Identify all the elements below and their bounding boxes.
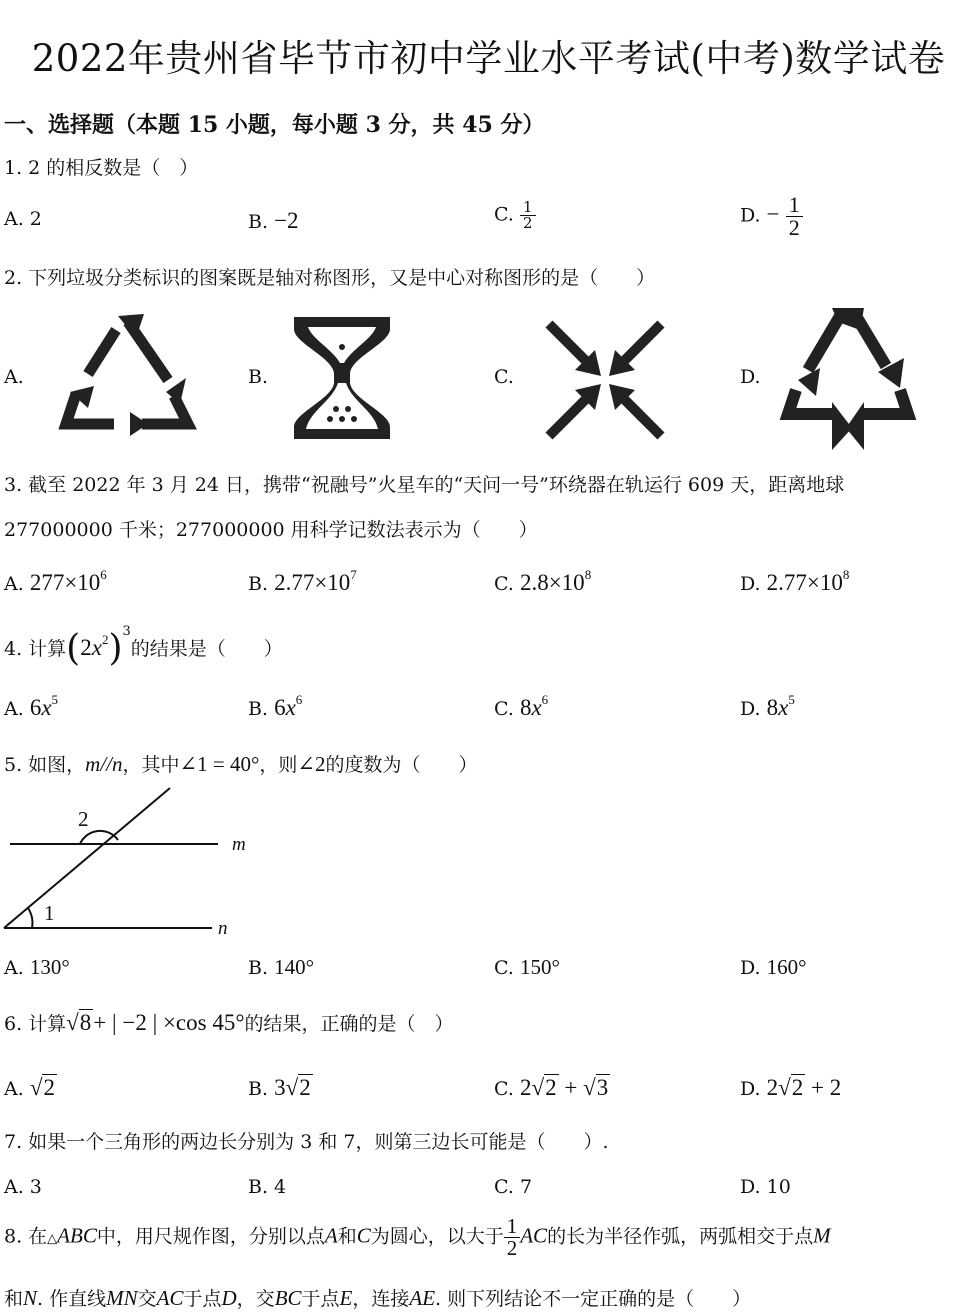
q1-option-c-label: C. <box>494 203 514 226</box>
q5-option-a-value: 130° <box>29 955 70 979</box>
q5-option-b-label: B. <box>248 957 269 979</box>
q7-option-a: A. 3 <box>4 1176 42 1198</box>
coef: 8 <box>519 695 532 720</box>
q5-option-d-value: 160° <box>766 955 807 979</box>
q4-option-d-value <box>766 692 795 720</box>
question-3-stem-line-1: 3. 截至 2022 年 3 月 24 日，携带“祝融号”火星车的“天问一号”环绕器在轨运行 609 天，距离地球 <box>4 474 845 496</box>
var: x <box>285 695 296 720</box>
q3-option-c <box>494 567 592 596</box>
q6-option-c-value <box>520 1075 610 1100</box>
text: 于点 <box>183 1288 222 1310</box>
exponent: 5 <box>51 692 59 707</box>
q6-option-d-label: D. <box>740 1078 761 1100</box>
q1-option-d-sign: − <box>766 201 780 227</box>
q4-option-d <box>740 692 795 721</box>
q1-option-c <box>494 200 536 231</box>
q3-option-c-label: C. <box>494 573 514 595</box>
radical-sign: √ <box>583 1075 596 1100</box>
q6-stem-suffix: 的结果，正确的是（ ） <box>244 1013 454 1035</box>
fraction-numerator: 1 <box>788 192 800 217</box>
q5-option-c-value: 150° <box>519 955 560 979</box>
q7-option-c: C. 7 <box>494 1176 533 1198</box>
coef: 3 <box>274 1075 286 1100</box>
q6-option-b <box>248 1074 313 1101</box>
q5-option-b-value: 140° <box>274 955 314 979</box>
radicand: 2 <box>545 1075 557 1100</box>
label-angle-2: 2 <box>78 807 89 831</box>
q6-option-b-value <box>274 1075 313 1100</box>
coef: 2 <box>766 1075 779 1100</box>
q3-option-d-label: D. <box>740 573 761 595</box>
half-fraction <box>504 1216 521 1259</box>
text: ，连接 <box>352 1288 410 1310</box>
q4-outer-exp: 3 <box>122 624 131 639</box>
q4-option-a <box>4 692 59 721</box>
q4-option-c <box>494 692 549 721</box>
q3-option-b <box>248 567 357 596</box>
var-a: A <box>324 1223 338 1248</box>
q4-stem-prefix: 4. 计算 <box>4 638 67 660</box>
q4-option-a-label: A. <box>4 698 24 720</box>
q5-parallel: m//n <box>85 752 123 776</box>
sci-base: 277×10 <box>29 570 101 595</box>
q3-option-a <box>4 567 107 596</box>
question-4-stem <box>4 624 283 669</box>
parallel-lines-diagram <box>0 782 270 942</box>
q5-option-b <box>248 955 314 980</box>
text: 的长为半径作弧，两弧相交于点 <box>547 1225 814 1248</box>
label-angle-1: 1 <box>44 901 55 925</box>
exponent: 6 <box>541 692 549 707</box>
label-n: n <box>218 918 228 939</box>
question-2-stem: 2. 下列垃圾分类标识的图案既是轴对称图形，又是中心对称图形的是（ ） <box>4 267 656 289</box>
fraction-denominator: 2 <box>504 1237 521 1259</box>
q1-option-d-fraction <box>786 194 803 239</box>
q1-option-d <box>740 194 803 239</box>
q1-option-b-value: −2 <box>274 208 299 233</box>
var-ac: AC <box>520 1223 548 1248</box>
q3-option-d <box>740 567 850 596</box>
q4-inner-coef: 2 <box>80 635 92 660</box>
q5-option-a <box>4 955 70 980</box>
q3-option-b-value <box>274 567 357 595</box>
q5-option-a-label: A. <box>4 957 24 979</box>
q4-option-c-label: C. <box>494 698 514 720</box>
page-title: 2022年贵州省毕节市初中学业水平考试(中考)数学试卷 <box>31 37 946 80</box>
q1-option-a: A. 2 <box>4 208 42 230</box>
q6-option-a-label: A. <box>4 1078 24 1100</box>
exponent: 6 <box>295 692 303 707</box>
q1-option-d-label: D. <box>740 204 761 227</box>
q5-option-d-label: D. <box>740 957 761 979</box>
plus: + <box>564 1075 578 1100</box>
q6-expr-rest: + | −2 | ×cos 45° <box>93 1010 245 1035</box>
q3-option-a-label: A. <box>4 573 24 595</box>
radicand: 8 <box>79 1010 92 1035</box>
q4-inner-expression <box>80 632 109 660</box>
q1-option-b-label: B. <box>248 211 269 233</box>
q5-option-c <box>494 955 560 980</box>
var-mn: MN <box>106 1286 138 1310</box>
var-ae: AE <box>409 1286 436 1310</box>
q5-stem-prefix: 5. 如图， <box>4 754 86 776</box>
coef: 8 <box>766 695 779 720</box>
coef: 6 <box>274 695 286 720</box>
radicand: 2 <box>43 1075 55 1100</box>
question-8-stem-line-1 <box>4 1216 974 1259</box>
q5-stem-suffix: 的度数为（ ） <box>325 754 478 776</box>
fraction-numerator: 1 <box>506 1216 518 1238</box>
section-heading: 一、选择题（本题 15 小题，每小题 3 分，共 45 分） <box>4 112 545 138</box>
sci-base: 2.77×10 <box>274 570 351 595</box>
var-abc: ABC <box>57 1223 97 1248</box>
q5-angle-1: ∠1 = 40° <box>179 752 260 776</box>
radical-sign: √ <box>531 1075 545 1100</box>
recycle-triangle-icon <box>58 312 198 442</box>
q4-option-d-label: D. <box>740 698 761 720</box>
sci-exponent: 7 <box>350 567 357 582</box>
q6-option-b-label: B. <box>248 1078 269 1100</box>
recycle-triangle-icon <box>782 308 914 452</box>
fraction-numerator: 1 <box>522 198 533 216</box>
q6-option-c-label: C. <box>494 1078 514 1100</box>
coef: 2 <box>519 1075 532 1100</box>
fraction-denominator: 2 <box>786 216 803 239</box>
hourglass-icon <box>292 313 392 443</box>
sci-exponent: 8 <box>584 567 592 582</box>
four-arrows-icon <box>543 318 667 442</box>
q1-option-c-fraction <box>520 200 536 231</box>
question-7-stem: 7. 如果一个三角形的两边长分别为 3 和 7，则第三边长可能是（ ）. <box>4 1131 609 1153</box>
var-ac: AC <box>156 1286 184 1310</box>
q6-option-a <box>4 1074 57 1101</box>
plus-two: + 2 <box>811 1075 842 1100</box>
question-5-stem <box>4 750 478 777</box>
q2-option-d-label: D. <box>740 366 761 388</box>
q5-stem-mid2: ，则 <box>259 754 298 776</box>
q7-option-b: B. 4 <box>248 1176 287 1198</box>
q2-option-c-label: C. <box>494 366 514 388</box>
angle-1-arc <box>28 908 32 928</box>
q4-option-a-value <box>29 692 59 720</box>
q4-option-c-value <box>519 692 549 720</box>
q6-option-d <box>740 1074 841 1101</box>
q4-option-b-value <box>274 692 303 720</box>
radicand: 2 <box>791 1075 804 1100</box>
var-c: C <box>356 1223 371 1248</box>
sci-exponent: 8 <box>842 567 850 582</box>
text: 交 <box>137 1288 157 1310</box>
q1-option-b <box>248 208 299 234</box>
triangle-symbol: △ <box>47 1231 58 1247</box>
var: x <box>778 695 789 720</box>
q4-inner-exp: 2 <box>101 632 109 647</box>
question-6-stem <box>4 1009 454 1036</box>
q4-inner-var: x <box>91 635 102 660</box>
fraction-denominator: 2 <box>520 215 536 231</box>
q6-option-d-value <box>767 1075 842 1100</box>
var-m: M <box>813 1223 831 1248</box>
right-paren: ) <box>108 628 123 669</box>
coef: 6 <box>29 695 42 720</box>
text: 和 <box>4 1288 24 1310</box>
radical-sign: √ <box>29 1075 43 1100</box>
exponent: 5 <box>788 692 795 707</box>
text: 为圆心，以大于 <box>370 1225 504 1248</box>
q5-angle-2: ∠2 <box>297 752 326 776</box>
q6-option-a-value <box>30 1075 57 1100</box>
text: 和 <box>337 1225 357 1248</box>
q4-option-b <box>248 692 303 721</box>
radical-sign: √ <box>778 1075 791 1100</box>
var-bc: BC <box>274 1286 302 1310</box>
q3-option-b-label: B. <box>248 573 269 595</box>
text: 8. 在 <box>4 1225 48 1248</box>
radicand: 2 <box>299 1075 311 1100</box>
var: x <box>531 695 542 720</box>
q3-option-a-value <box>29 567 107 595</box>
q3-option-d-value <box>766 567 850 595</box>
q7-option-d: D. 10 <box>740 1176 791 1198</box>
question-3-stem-line-2: 277000000 千米；277000000 用科学记数法表示为（ ） <box>4 519 538 541</box>
q6-expression <box>66 1010 244 1035</box>
q4-stem-suffix: 的结果是（ ） <box>130 638 283 660</box>
q5-option-c-label: C. <box>494 957 514 979</box>
q2-option-b-label: B. <box>248 366 269 388</box>
text: . 作直线 <box>37 1288 107 1310</box>
radical-sign: √ <box>66 1010 79 1035</box>
left-paren: ( <box>66 628 81 669</box>
var-n: N <box>23 1286 38 1310</box>
q6-option-c <box>494 1074 610 1101</box>
q6-stem-prefix: 6. 计算 <box>4 1013 67 1035</box>
label-m: m <box>232 834 246 855</box>
q4-option-b-label: B. <box>248 698 269 720</box>
text: 中，用尺规作图，分别以点 <box>96 1225 325 1248</box>
text: 于点 <box>301 1288 340 1310</box>
sci-exponent: 6 <box>100 567 107 582</box>
q2-option-a-label: A. <box>4 366 24 388</box>
sci-base: 2.8×10 <box>519 570 585 595</box>
radicand: 3 <box>596 1075 609 1100</box>
question-1-stem: 1. 2 的相反数是（ ） <box>4 157 199 179</box>
question-8-stem-line-2 <box>4 1284 974 1311</box>
radical-sign: √ <box>285 1075 299 1100</box>
sci-base: 2.77×10 <box>766 570 843 595</box>
text: . 则下列结论不一定正确的是（ ） <box>435 1288 752 1310</box>
text: ，交 <box>236 1288 275 1310</box>
q5-option-d <box>740 955 807 980</box>
q3-option-c-value <box>519 567 592 595</box>
var: x <box>41 695 52 720</box>
var-d: D <box>221 1286 237 1310</box>
q5-stem-mid: ，其中 <box>122 754 180 776</box>
var-e: E <box>339 1286 353 1310</box>
